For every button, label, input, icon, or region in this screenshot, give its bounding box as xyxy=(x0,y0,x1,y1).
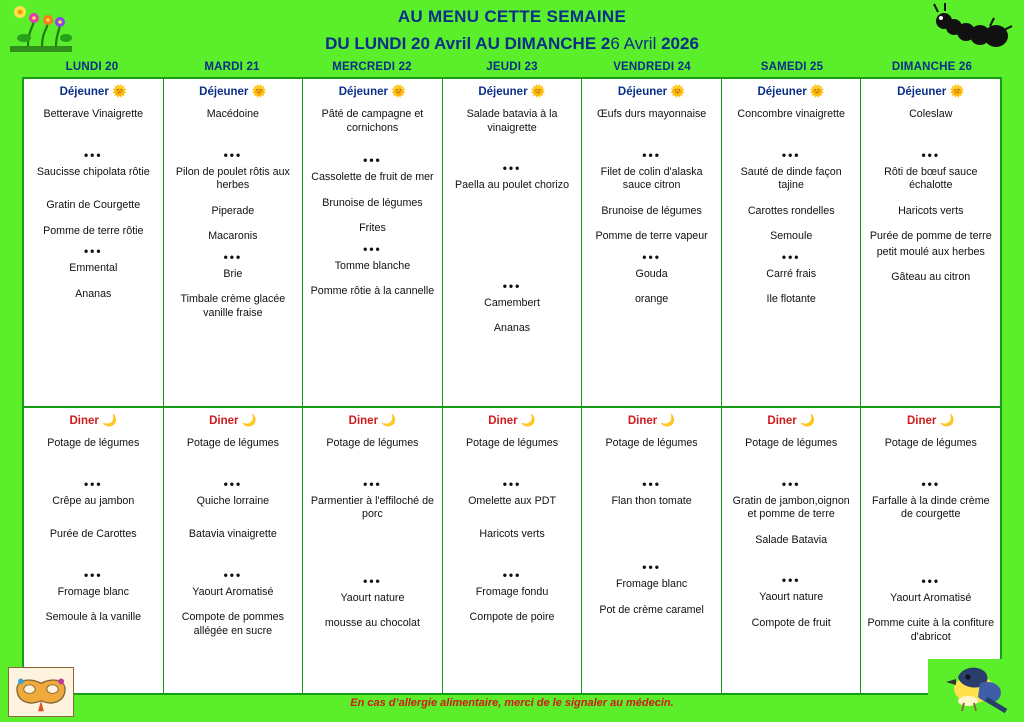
menu-item: Yaourt nature xyxy=(759,591,824,603)
day-header-samedi: SAMEDI 25 xyxy=(760,61,824,73)
moon-icon: 🌙 xyxy=(102,413,118,427)
menu-item: Potage de légumes xyxy=(745,437,838,449)
menu-item: Compote de poire xyxy=(469,611,555,623)
menu-item: Coleslaw xyxy=(909,108,953,120)
lunch-label: Déjeuner 🌞 xyxy=(338,84,407,98)
days-header-row xyxy=(22,58,1002,77)
separator-dots: ••• xyxy=(83,147,103,162)
allergy-notice: En cas d’allergie alimentaire, merci de le signaler au médecin. xyxy=(350,697,674,709)
menu-item: Yaourt Aromatisé xyxy=(192,585,274,598)
menu-item: Ile flotante xyxy=(766,293,816,305)
menu-item: Piperade xyxy=(211,204,255,217)
separator-dots: ••• xyxy=(363,476,382,491)
sun-icon: 🌞 xyxy=(670,84,686,98)
separator-dots: ••• xyxy=(502,278,522,293)
menu-item: Camembert xyxy=(484,296,540,309)
menu-item: Macaronis xyxy=(208,230,258,242)
menu-item: Yaourt nature xyxy=(340,591,405,604)
menu-item: Parmentier à l'effiloché de porc xyxy=(310,494,434,520)
menu-item: petit moulé aux herbes xyxy=(876,245,985,258)
separator-dots: ••• xyxy=(83,476,103,491)
menu-item: Cassolette de fruit de mer xyxy=(311,171,434,183)
menu-item: Concombre vinaigrette xyxy=(737,108,845,120)
menu-item: Pilon de poulet rôtis aux herbes xyxy=(175,165,290,191)
lunch-cell-mercredi xyxy=(303,79,443,406)
separator-dots: ••• xyxy=(642,476,661,491)
menu-item: Saucisse chipolata rôtie xyxy=(36,165,150,178)
day-header-lundi: LUNDI 20 xyxy=(65,61,119,73)
day-header-vendredi: VENDREDI 24 xyxy=(613,61,691,73)
menu-item: Frites xyxy=(359,222,386,234)
menu-item: Compote de pommes allégée en sucre xyxy=(181,611,284,637)
sun-icon: 🌞 xyxy=(251,84,267,98)
separator-dots: ••• xyxy=(223,476,243,491)
menu-item: Haricots verts xyxy=(898,204,964,217)
moon-icon: 🌙 xyxy=(939,413,955,427)
sun-icon: 🌞 xyxy=(391,84,407,98)
menu-item: Semoule xyxy=(770,230,813,242)
sun-icon: 🌞 xyxy=(112,84,127,98)
menu-item: mousse au chocolat xyxy=(324,617,420,629)
dinner-cell-vendredi xyxy=(582,408,722,693)
day-header-mercredi: MERCREDI 22 xyxy=(332,61,412,73)
menu-item: Gouda xyxy=(635,267,668,280)
separator-dots: ••• xyxy=(363,573,382,588)
menu-item: Carottes rondelles xyxy=(747,204,835,217)
menu-item: Fromage blanc xyxy=(57,585,129,598)
lunch-cell-vendredi xyxy=(582,79,722,406)
caterpillar-icon xyxy=(920,2,1016,56)
dinner-cell-mercredi xyxy=(303,408,443,693)
moon-icon: 🌙 xyxy=(381,413,397,427)
bird-icon xyxy=(928,659,1014,715)
menu-item: Sauté de dinde façon tajine xyxy=(740,165,842,191)
dinner-cell-jeudi xyxy=(443,408,583,693)
menu-item: Gratin de Courgette xyxy=(46,199,141,211)
lunch-cell-lundi xyxy=(24,79,164,406)
menu-item: Rôti de bœuf sauce échalotte xyxy=(884,165,978,191)
menu-item: Salade Batavia xyxy=(755,533,828,546)
subtitle-part-1: DU LUNDI 20 Avril AU DIMANCHE 2 xyxy=(325,34,611,53)
menu-item: Semoule à la vanille xyxy=(45,611,142,623)
menu-item: Haricots verts xyxy=(479,528,545,540)
menu-item: Timbale crème glacée vanille fraise xyxy=(180,293,286,319)
menu-item: Brunoise de légumes xyxy=(322,196,423,209)
separator-dots: ••• xyxy=(781,476,801,491)
menu-item: Fromage blanc xyxy=(615,578,688,590)
sun-icon: 🌞 xyxy=(809,84,825,98)
menu-item: Potage de légumes xyxy=(884,437,977,449)
menu-item: Emmental xyxy=(69,262,118,274)
menu-item: Potage de légumes xyxy=(465,437,559,449)
menu-item: Flan thon tomate xyxy=(611,494,692,507)
separator-dots: ••• xyxy=(921,573,941,588)
menu-item: Purée de pomme de terre xyxy=(869,230,992,242)
menu-item: Batavia vinaigrette xyxy=(188,528,277,540)
flowers-icon xyxy=(8,2,74,54)
moon-icon: 🌙 xyxy=(800,413,815,427)
dinner-label: Diner 🌙 xyxy=(767,413,815,427)
menu-item: Omelette aux PDT xyxy=(468,494,556,507)
menu-item: Pomme cuite à la confiture d'abricot xyxy=(867,617,995,643)
menu-item: Potage de légumes xyxy=(326,437,419,449)
day-header-mardi: MARDI 21 xyxy=(204,61,260,73)
sun-icon: 🌞 xyxy=(530,84,546,98)
dinner-label: Diner 🌙 xyxy=(906,413,955,427)
separator-dots: ••• xyxy=(363,241,382,256)
lunch-row xyxy=(24,79,1000,406)
day-header-jeudi: JEUDI 23 xyxy=(486,61,538,73)
menu-item: Quiche lorraine xyxy=(196,494,270,507)
moon-icon: 🌙 xyxy=(241,413,257,427)
sun-icon: 🌞 xyxy=(949,84,965,98)
menu-item: orange xyxy=(634,293,669,305)
separator-dots: ••• xyxy=(502,567,522,582)
dinner-label: Diner 🌙 xyxy=(69,413,118,427)
lunch-label: Déjeuner 🌞 xyxy=(59,84,127,98)
lunch-cell-mardi xyxy=(164,79,304,406)
separator-dots: ••• xyxy=(921,476,941,491)
page-footer xyxy=(0,695,1024,722)
separator-dots: ••• xyxy=(502,476,522,491)
separator-dots: ••• xyxy=(83,244,103,258)
menu-item: Brie xyxy=(223,267,243,280)
dinner-cell-dimanche xyxy=(861,408,1000,693)
dinner-label: Diner 🌙 xyxy=(627,413,676,427)
separator-dots: ••• xyxy=(642,147,661,162)
menu-item: Purée de Carottes xyxy=(49,528,137,540)
dinner-label: Diner 🌙 xyxy=(488,413,536,427)
menu-item: Farfalle à la dinde crème de courgette xyxy=(871,494,990,520)
menu-item: Filet de colin d'alaska sauce citron xyxy=(600,165,703,191)
separator-dots: ••• xyxy=(223,567,243,582)
moon-icon: 🌙 xyxy=(520,413,536,427)
menu-item: Gâteau au citron xyxy=(891,271,971,283)
menu-item: Potage de légumes xyxy=(47,437,140,449)
dinner-cell-samedi xyxy=(722,408,862,693)
page-subtitle xyxy=(0,27,1024,55)
menu-item: Fromage fondu xyxy=(475,585,549,598)
separator-dots: ••• xyxy=(83,567,103,582)
lunch-cell-dimanche xyxy=(861,79,1000,406)
menu-item: Potage de légumes xyxy=(605,437,698,449)
lunch-label: Déjeuner 🌞 xyxy=(897,84,965,98)
menu-item: Potage de légumes xyxy=(186,437,279,449)
lunch-cell-samedi xyxy=(722,79,862,406)
menu-item: Ananas xyxy=(493,322,531,334)
lunch-label: Déjeuner 🌞 xyxy=(199,84,267,98)
separator-dots: ••• xyxy=(502,161,522,175)
separator-dots: ••• xyxy=(781,249,801,264)
carnival-mask-icon xyxy=(8,667,74,717)
menu-item: Brunoise de légumes xyxy=(601,204,702,217)
dinner-cell-mardi xyxy=(164,408,304,693)
menu-item: Pâté de campagne et cornichons xyxy=(321,108,424,134)
separator-dots: ••• xyxy=(642,560,661,574)
menu-item: Tomme blanche xyxy=(334,259,411,272)
moon-icon: 🌙 xyxy=(660,413,676,427)
menu-item: Paella au poulet chorizo xyxy=(454,179,570,191)
separator-dots: ••• xyxy=(781,573,801,587)
menu-item: Œufs durs mayonnaise xyxy=(596,108,707,120)
subtitle-part-2: 6 Avril xyxy=(610,34,662,53)
menu-item: Pomme de terre rôtie xyxy=(43,224,144,237)
menu-item: Salade batavia à la vinaigrette xyxy=(466,108,558,134)
separator-dots: ••• xyxy=(223,249,243,264)
dinner-label: Diner 🌙 xyxy=(209,413,257,427)
menu-item: Pomme de terre vapeur xyxy=(595,230,708,242)
day-header-dimanche: DIMANCHE 26 xyxy=(891,61,973,73)
separator-dots: ••• xyxy=(921,147,941,162)
menu-table xyxy=(22,77,1002,695)
menu-item: Macédoine xyxy=(206,108,260,120)
menu-item: Pomme rôtie à la cannelle xyxy=(310,285,435,297)
dinner-cell-lundi xyxy=(24,408,164,693)
menu-item: Yaourt Aromatisé xyxy=(890,591,972,604)
menu-item: Carré frais xyxy=(766,267,817,280)
menu-item: Gratin de jambon,oignon et pomme de terre xyxy=(732,494,850,520)
menu-item: Crêpe au jambon xyxy=(52,494,135,507)
lunch-label: Déjeuner 🌞 xyxy=(617,84,686,98)
page-header xyxy=(0,0,1024,58)
lunch-label: Déjeuner 🌞 xyxy=(478,84,546,98)
separator-dots: ••• xyxy=(781,147,801,162)
lunch-cell-jeudi xyxy=(443,79,583,406)
separator-dots: ••• xyxy=(223,147,243,162)
dinner-row xyxy=(24,406,1000,693)
separator-dots: ••• xyxy=(642,249,661,264)
subtitle-part-3: 2026 xyxy=(661,34,699,53)
menu-item: Compote de fruit xyxy=(751,616,831,629)
page-title: AU MENU CETTE SEMAINE xyxy=(397,7,627,26)
menu-item: Ananas xyxy=(75,287,112,300)
separator-dots: ••• xyxy=(363,153,382,167)
menu-item: Pot de crème caramel xyxy=(599,603,704,616)
dinner-label: Diner 🌙 xyxy=(348,413,397,427)
menu-item: Betterave Vinaigrette xyxy=(43,108,144,120)
lunch-label: Déjeuner 🌞 xyxy=(757,84,825,98)
